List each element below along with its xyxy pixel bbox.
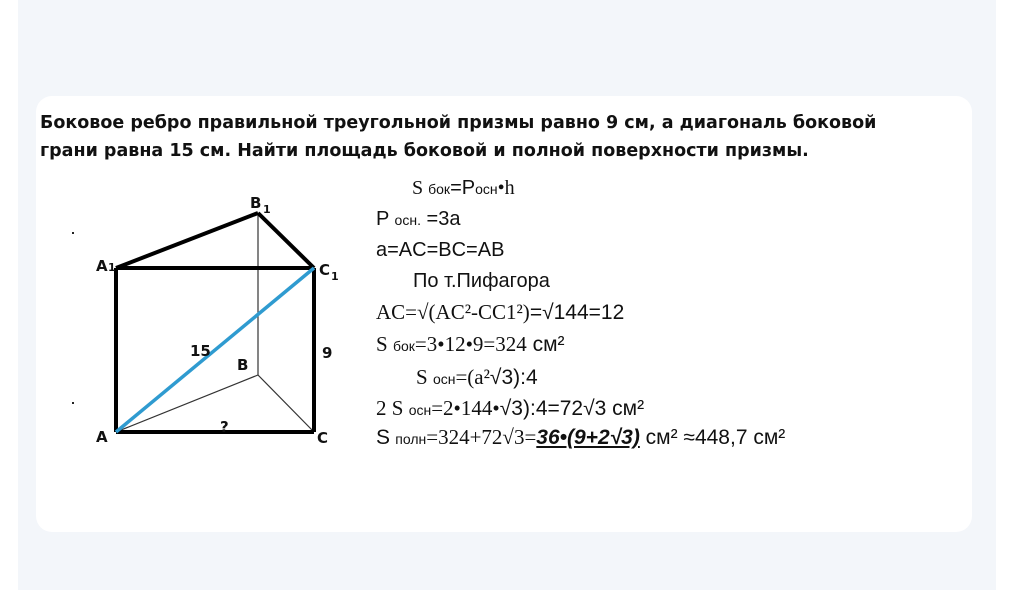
formula-part: AC=√(AC²-CC1²) (376, 300, 530, 324)
subscript-osn: осн (432, 371, 456, 387)
symbol-s: S (376, 332, 388, 356)
label-a1-sub: 1 (108, 261, 116, 274)
problem-line-2: грани равна 15 см. Найти площадь боковой и полной поверхности призмы. (40, 141, 809, 161)
label-a1: A (96, 257, 108, 275)
symbol-s: S (376, 426, 391, 449)
symbol-p: P (376, 208, 389, 230)
label-unknown: ? (220, 418, 229, 436)
formula-part: =3a (420, 208, 461, 230)
subscript-bok: бок (392, 338, 415, 354)
solution-line-8 (376, 396, 644, 421)
formula-part: =√144=12 (529, 301, 625, 324)
solution-line-3: a=AC=BC=AB (376, 239, 505, 261)
unit: см² (526, 333, 565, 356)
label-b: B (237, 356, 249, 374)
edge-ab (116, 375, 258, 432)
label-c: C (317, 429, 329, 447)
formula-part: •h (497, 177, 515, 199)
formula-part: √3):4 (489, 366, 538, 389)
problem-line-1: Боковое ребро правильной треугольной призмы равно 9 см, а диагональ боковой (40, 113, 877, 133)
solution-line-5 (376, 300, 624, 325)
formula-part: =(a² (455, 365, 490, 389)
formula-part: 2 S (376, 396, 404, 420)
label-b1-sub: 1 (263, 203, 271, 216)
formula-part: =3•12•9=324 (414, 332, 527, 356)
solution-line-9 (376, 425, 785, 450)
formula-part: =2•144• (431, 396, 500, 420)
subscript-poln: полн (395, 431, 427, 447)
formula-part: =P (450, 177, 476, 199)
subscript-osn: осн. (394, 212, 421, 228)
unit: см² (639, 426, 678, 449)
face-diagonal (116, 268, 314, 432)
subscript-osn: осн (475, 181, 498, 197)
solution-line-6 (376, 332, 565, 357)
edge-a1b1 (116, 213, 258, 268)
solution-line-2 (376, 208, 460, 231)
label-c1: C (319, 261, 331, 279)
label-edge-length: 9 (322, 344, 333, 362)
label-a: A (96, 428, 108, 446)
formula-part: √3):4=72√3 см² (499, 397, 645, 420)
solution-line-7 (416, 365, 538, 390)
symbol-s: S (412, 177, 424, 199)
label-b1: B (250, 194, 262, 212)
label-c1-sub: 1 (331, 270, 339, 283)
symbol-s: S (416, 365, 428, 389)
label-diagonal-length: 15 (190, 342, 211, 360)
subscript-osn: осн (408, 402, 432, 418)
formula-part: =324+72√3= (426, 425, 537, 449)
solution-line-4: По т.Пифагора (413, 270, 550, 292)
edge-b1c1 (258, 213, 314, 268)
approximate-value: ≈448,7 см² (677, 426, 786, 449)
final-answer: 36•(9+2√3) (536, 426, 640, 449)
edge-bc (258, 375, 314, 432)
solution-line-1 (412, 177, 515, 200)
subscript-bok: бок (428, 181, 451, 197)
